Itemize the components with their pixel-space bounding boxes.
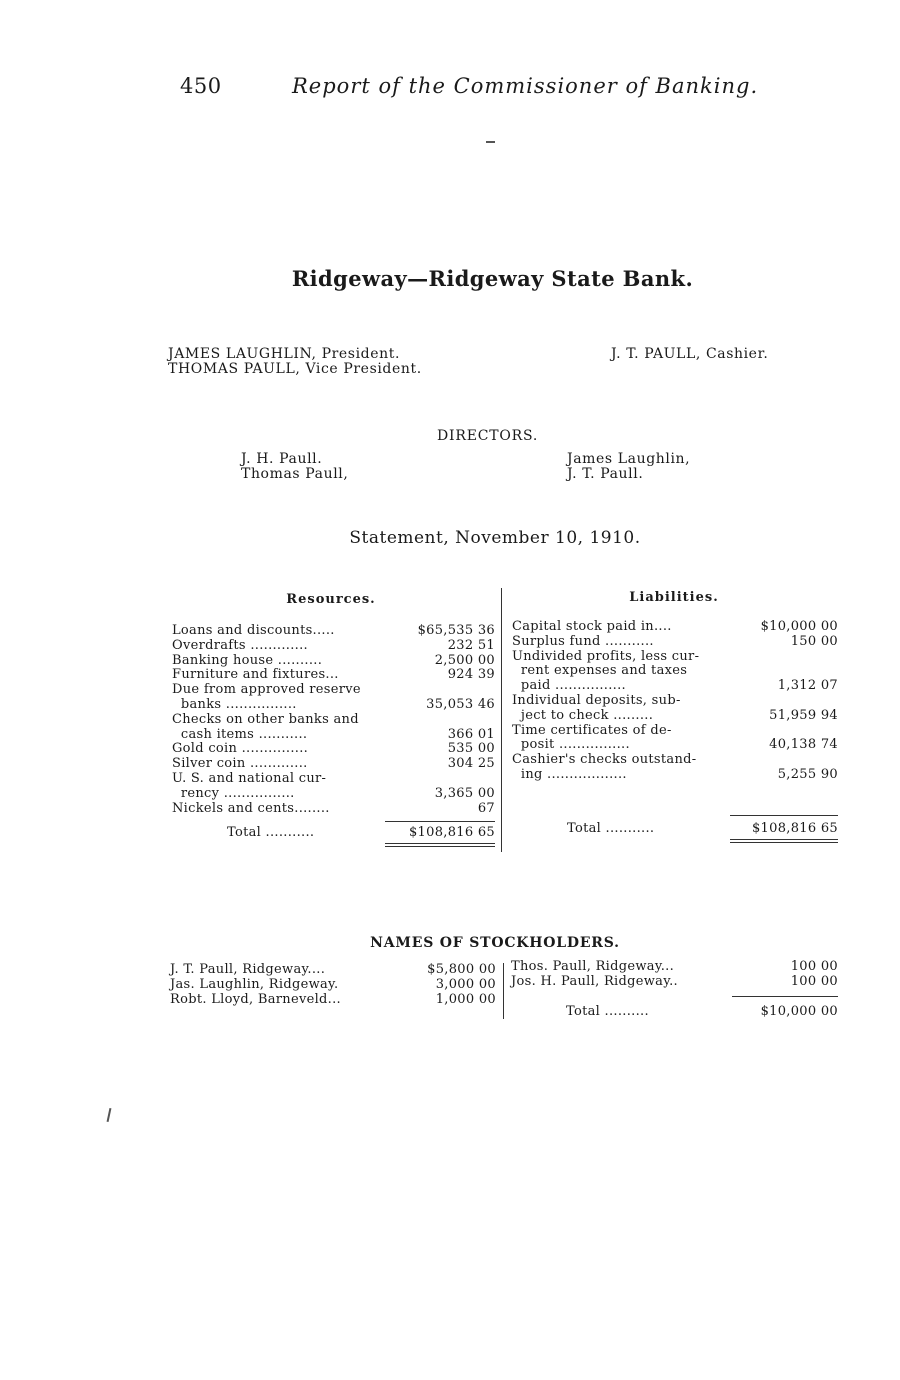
liabilities-item-label: Capital stock paid in.... — [512, 619, 672, 634]
stockholders-total-label: Total .......... — [566, 1004, 649, 1019]
stockholder-amount: $5,800 00 — [427, 962, 496, 977]
liabilities-item-amount: 150 00 — [790, 633, 838, 649]
resources-item-amount: 67 — [477, 800, 495, 816]
liabilities-total-double-rule — [730, 839, 838, 843]
liabilities-item-amount: 1,312 07 — [777, 678, 838, 694]
resources-item-amount: 2,500 00 — [434, 652, 495, 668]
resources-item-amount: 924 39 — [447, 667, 495, 683]
director-right-2: J. T. Paull. — [567, 466, 644, 482]
stockholders-total-amount: $10,000 00 — [760, 1004, 838, 1019]
resources-item-label: rency ................ — [172, 785, 295, 801]
resources-total-label: Total ........... — [227, 825, 315, 840]
resources-item-label: Due from approved reserve — [172, 682, 361, 698]
bank-title: Ridgeway—Ridgeway State Bank. — [291, 266, 694, 291]
resources-item-amount: 535 00 — [447, 741, 495, 757]
print-speck — [107, 1108, 112, 1122]
resources-item-amount: 304 25 — [447, 756, 495, 772]
resources-item-amount: 232 51 — [447, 637, 495, 653]
resources-item-amount: 35,053 46 — [426, 697, 495, 712]
stockholder-name: Jos. H. Paull, Ridgeway.. — [511, 974, 678, 989]
resources-item-label: Banking house .......... — [172, 652, 323, 668]
officer-president: JAMES LAUGHLIN, President. — [168, 346, 400, 362]
stockholders-total-rule — [732, 996, 838, 997]
resources-item-amount: $65,535 36 — [417, 623, 495, 638]
stockholder-name: J. T. Paull, Ridgeway.... — [170, 962, 326, 977]
resources-heading: Resources. — [286, 592, 376, 607]
directors-heading: DIRECTORS. — [437, 428, 539, 444]
liabilities-item-label: ject to check ......... — [512, 707, 654, 723]
balance-sheet-divider — [501, 588, 502, 852]
liabilities-heading: Liabilities. — [629, 590, 719, 605]
liabilities-subtotal-rule — [730, 815, 838, 816]
liabilities-item-label: Individual deposits, sub- — [512, 693, 681, 708]
liabilities-item-amount: 40,138 74 — [769, 737, 838, 753]
resources-item-label: banks ................ — [172, 697, 297, 712]
resources-item-label: Overdrafts ............. — [172, 637, 308, 653]
director-left-2: Thomas Paull, — [241, 466, 349, 482]
print-speck — [486, 141, 495, 143]
stockholders-heading: NAMES OF STOCKHOLDERS. — [370, 935, 620, 951]
resources-item-label: Checks on other banks and — [172, 711, 359, 727]
resources-total-amount: $108,816 65 — [408, 825, 495, 840]
running-header-title: Report of the Commissioner of Banking. — [292, 74, 759, 98]
liabilities-item-amount: 5,255 90 — [777, 767, 838, 782]
resources-subtotal-rule — [385, 821, 495, 822]
liabilities-item-label: posit ................ — [512, 737, 630, 753]
stockholders-divider — [503, 963, 504, 1019]
stockholder-name: Thos. Paull, Ridgeway... — [511, 959, 675, 974]
stockholder-amount: 100 00 — [790, 974, 838, 989]
director-right-1: James Laughlin, — [567, 451, 691, 467]
liabilities-item-label: Cashier's checks outstand- — [512, 752, 697, 768]
resources-item-label: cash items ........... — [172, 726, 308, 742]
liabilities-item-amount: 51,959 94 — [769, 707, 838, 723]
resources-item-label: Gold coin ............... — [172, 741, 309, 757]
resources-item-label: Silver coin ............. — [172, 756, 308, 772]
resources-total-double-rule — [385, 843, 495, 847]
liabilities-item-label: Time certificates of de- — [512, 722, 672, 738]
resources-item-label: Loans and discounts..... — [172, 623, 335, 638]
director-left-1: J. H. Paull. — [241, 451, 323, 467]
liabilities-item-label: paid ................ — [512, 678, 626, 694]
officer-vice-president: THOMAS PAULL, Vice President. — [168, 361, 422, 377]
statement-title: Statement, November 10, 1910. — [349, 528, 641, 548]
officer-cashier: J. T. PAULL, Cashier. — [611, 346, 769, 362]
resources-item-amount: 3,365 00 — [434, 785, 495, 801]
stockholder-amount: 1,000 00 — [435, 992, 496, 1007]
resources-item-label: Nickels and cents........ — [172, 800, 330, 816]
liabilities-item-label: Undivided profits, less cur- — [512, 648, 700, 664]
page-number: 450 — [180, 74, 222, 98]
stockholder-name: Robt. Lloyd, Barneveld... — [170, 992, 341, 1007]
stockholder-amount: 3,000 00 — [435, 977, 496, 992]
liabilities-item-label: rent expenses and taxes — [512, 663, 688, 679]
resources-item-amount: 366 01 — [447, 726, 495, 742]
liabilities-item-label: ing .................. — [512, 767, 627, 782]
liabilities-item-label: Surplus fund ........... — [512, 633, 654, 649]
liabilities-item-amount: $10,000 00 — [760, 619, 838, 634]
liabilities-total-amount: $108,816 65 — [751, 821, 838, 836]
resources-item-label: Furniture and fixtures... — [172, 667, 339, 683]
resources-item-label: U. S. and national cur- — [172, 771, 327, 786]
stockholder-name: Jas. Laughlin, Ridgeway. — [170, 977, 339, 992]
liabilities-total-label: Total ........... — [567, 821, 655, 836]
stockholder-amount: 100 00 — [790, 959, 838, 974]
